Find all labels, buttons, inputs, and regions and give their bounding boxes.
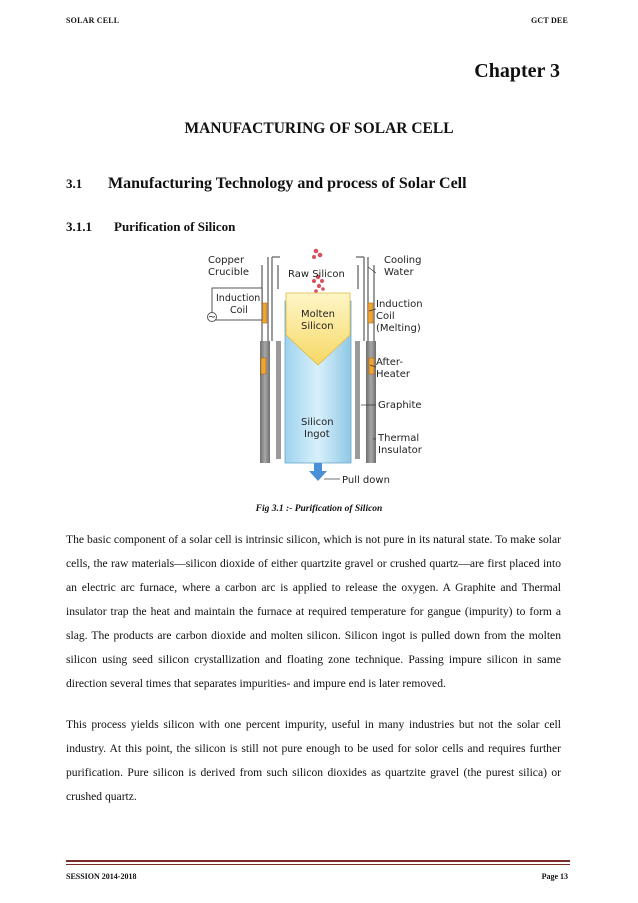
induction-coil-left bbox=[262, 303, 267, 323]
label-pull-down: Pull down bbox=[342, 475, 390, 486]
cooling-pipes-right bbox=[364, 257, 374, 341]
label-after: After- bbox=[376, 357, 403, 368]
chapter-heading: Chapter 3 bbox=[474, 60, 560, 82]
after-heater-left bbox=[261, 358, 266, 374]
subsection-number: 3.1.1 bbox=[66, 219, 92, 234]
label-raw-silicon: Raw Silicon bbox=[288, 269, 345, 280]
subsection-heading bbox=[66, 219, 235, 235]
paragraph-2: This process yields silicon with one percent impurity, useful in many industries but not the solar cell industry. At this point, the silicon is still not pure enough to be used for solor cells and requires further purification. Pure silicon is derived from such silicon dioxides as quartzite gravel (the purest silica) or crushed quartz. bbox=[66, 718, 561, 803]
label-graphite: Graphite bbox=[378, 400, 422, 411]
copper-crucible-pipes-left bbox=[262, 257, 272, 341]
header-right: GCT DEE bbox=[530, 16, 568, 25]
footer-rule-thin bbox=[66, 864, 570, 865]
pull-down-arrow-icon bbox=[309, 463, 327, 481]
footer-right: Page 13 bbox=[541, 872, 568, 881]
graphite-left bbox=[276, 341, 281, 459]
header-left: SOLAR CELL bbox=[66, 16, 120, 25]
ac-source-tilde: ~ bbox=[208, 312, 216, 323]
section-number: 3.1 bbox=[66, 176, 83, 191]
section-title: Manufacturing Technology and process of Solar Cell bbox=[108, 175, 467, 192]
label-cooling: Cooling bbox=[384, 255, 422, 266]
subsection-title: Purification of Silicon bbox=[114, 219, 236, 234]
label-melting: (Melting) bbox=[376, 323, 421, 334]
label-coil-right: Coil bbox=[376, 311, 395, 322]
purification-diagram bbox=[198, 243, 438, 493]
label-copper: Copper bbox=[208, 255, 245, 266]
footer-rule-thick bbox=[66, 860, 570, 862]
purification-diagram-svg bbox=[198, 243, 438, 493]
graphite-right bbox=[355, 341, 360, 459]
paragraph-1: The basic component of a solar cell is intrinsic silicon, which is not pure in its natural state. To make solar cells, the raw materials—silicon dioxide of either quartzite gravel or crushed quartz—are first placed into an electric arc furnace, where a carbon arc is applied to release the oxygen. A Graphite and Thermal insulator trap the heat and maintain the furnace at required temperature for gangue (impurity) to form a slag. The products are carbon dioxide and molten silicon. Silicon ingot is pulled down from the molten silicon using seed silicon crystallization and floating zone technique. Passing impure silicon in same direction several times that separates impurities- and impure end is later removed. bbox=[66, 533, 561, 690]
label-induction-left: Induction bbox=[216, 293, 261, 304]
label-heater: Heater bbox=[376, 369, 410, 380]
page-title: MANUFACTURING OF SOLAR CELL bbox=[184, 120, 454, 137]
figure-caption: Fig 3.1 :- Purification of Silicon bbox=[255, 504, 383, 514]
label-silicon-ingot-1: Silicon bbox=[301, 417, 334, 428]
label-water: Water bbox=[384, 267, 414, 278]
label-molten: Molten bbox=[301, 309, 335, 320]
label-induction-right: Induction bbox=[376, 299, 423, 310]
label-silicon-ingot-2: Ingot bbox=[304, 429, 330, 440]
label-molten-silicon: Silicon bbox=[301, 321, 334, 332]
section-heading bbox=[66, 175, 467, 193]
label-crucible: Crucible bbox=[208, 267, 249, 278]
label-thermal: Thermal bbox=[378, 433, 420, 444]
induction-coil-right bbox=[368, 303, 373, 323]
label-insulator: Insulator bbox=[378, 445, 422, 456]
label-coil-left: Coil bbox=[230, 305, 248, 316]
footer-left: SESSION 2014-2018 bbox=[66, 872, 137, 881]
